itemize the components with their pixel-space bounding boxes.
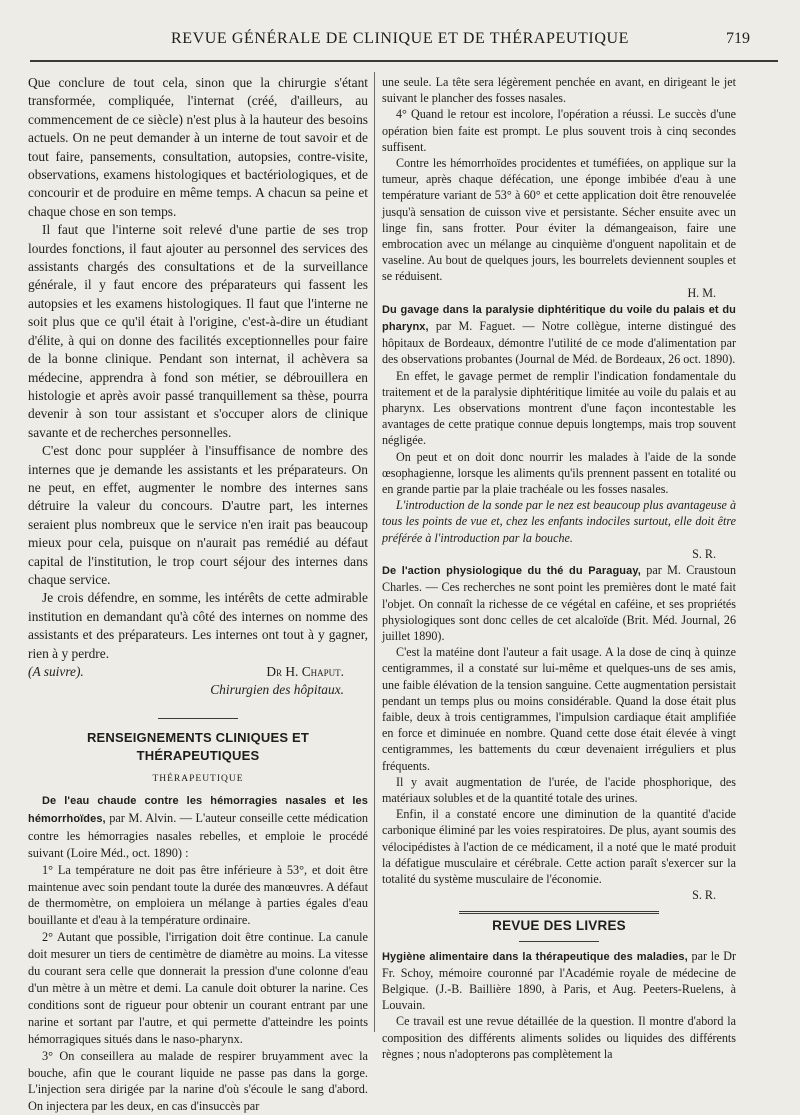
- journal-title: REVUE GÉNÉRALE DE CLINIQUE ET DE THÉRAPEUTIQUE: [170, 30, 630, 47]
- article-paragraph: [28, 792, 368, 862]
- paragraph: Enfin, il a constaté encore une diminution de la quantité d'acide carbonique éliminé par les voies respiratoires. De plus, ayant soumis des vélocipédistes à l'action de ce médicament, il a noté que le maté produit la défatigue musculaire et cérébrale. Cette action paraît s'exercer sur la totalité du système musculaire de l'économie.: [382, 807, 736, 886]
- article-title: De l'action physiologique du thé du Paraguay,: [382, 565, 641, 578]
- list-item: 3° On conseillera au malade de respirer bruyamment avec la bouche, afin que le courant liquide ne passe pas dans la gorge. L'injection sera dirigée par la narine d'où s'écoule le sang d'abord. On injectera par les deux, en cas d'insuccès par: [28, 1048, 368, 1114]
- author-role: Chirurgien des hôpitaux.: [210, 682, 344, 698]
- signature: S. R.: [692, 888, 716, 903]
- paragraph: Ce travail est une revue détaillée de la question. Il montre d'abord la composition des différents aliments solides ou liquides des différents règnes ; nous n'adopterons pas complètement la: [382, 1014, 736, 1061]
- article-title: De l'eau chaude contre les hémorragies nasales et les hémorrhoïdes,: [28, 795, 368, 825]
- paragraph: On peut et on doit donc nourrir les malades à l'aide de la sonde œsophagienne, lorsque les aliments qu'ils prennent passent en totalité ou en grande partie par la plaie trachéale ou les fosses nasales.: [382, 449, 736, 497]
- running-header: [22, 28, 778, 56]
- column-divider: [374, 72, 375, 1032]
- paragraph: Que conclure de tout cela, sinon que la chirurgie s'étant transformée, compliquée, l'internat (créé, d'ailleurs, au commencement de ce siècle) n'est plus à la hauteur des besoins actuels. On ne peut demander à un interne de tout savoir et de tout faire, pansements, consultation, autopsies, contre-visite, observations, examens histologiques et bactériologiques, et de concourir et de produire en même temps. A chacun sa peine et chaque chose en son temps.: [28, 75, 368, 219]
- paragraph: C'est la matéine dont l'auteur a fait usage. A la dose de cinq à quinze centigrammes, il a constaté sur lui-même et quelques-uns de ses amis, une faible élévation de la tension sanguine. Cette augmentation persistait pendant un temps plus ou moins considérable. Quand la dose était plus faible, deux à trois centigrammes, l'impulsion cardiaque était amplifiée en force et diminuée en nombre. Quand cette dose était élevée à vingt centigrammes, les battements du cœur devenaient irréguliers et plus fréquents.: [382, 645, 736, 773]
- article-intro: par le Dr Fr. Schoy, mémoire couronné par l'Académie royale de médecine de Belgique. (J.-B. Baillière 1890, à Paris, et Aug. Peeters-Ruelens, à Louvain.: [382, 948, 736, 1013]
- article-intro: par M. Craustoun Charles. — Ces recherches ne sont point les premières dont le maté fait l'objet. On connaît la richesse de ce végétal en caféine, et ses propriétés physiologiques sont donc celles de cet alcaloïde (Brit. Méd. Journal, 26 juillet 1890).: [382, 563, 736, 643]
- author-name: Dr H. Chaput.: [266, 664, 344, 679]
- paragraph: En effet, le gavage permet de remplir l'indication fondamentale du traitement et de la paralysie diphtéritique limitée au voile du palais et au pharynx. Les observations montrent d'une façon incontestable les avantages de cette pratique connue depuis longtemps, mais trop souvent négligée.: [382, 368, 736, 448]
- article-hemorrhages: [28, 792, 368, 1115]
- divider: [158, 718, 238, 719]
- article-paragraph: [382, 948, 736, 1014]
- section-title: REVUE DES LIVRES: [459, 911, 659, 934]
- list-item: 2° Autant que possible, l'irrigation doit être continue. La canule doit mesurer un tiers de centimètre de diamètre au moins. La vitesse du courant sera celle que donnerait la pression d'une colonne d'eau d'un mètre à un mètre et demi. La canule doit obturer la narine. Ces conditions sont de rigueur pour obtenir un courant entrant par une narine et sortant par l'autre, et qui permette d'atteindre les points hémorragiques situés dans le naso-pharynx.: [28, 930, 368, 1046]
- article-title: Du gavage dans la paralysie diphtéritique du voile du palais et du pharynx,: [382, 303, 736, 334]
- right-column: [382, 74, 736, 1062]
- article-intro: par M. Alvin. — L'auteur conseille cette médication contre les hémorragies nasales rebelles, et emploie le procédé suivant (Loire Méd., oct. 1890) :: [28, 810, 368, 860]
- section-subtitle: THÉRAPEUTIQUE: [152, 773, 244, 784]
- section-title: RENSEIGNEMENTS CLINIQUES ET THÉRAPEUTIQUES: [86, 729, 310, 764]
- paragraph: 4° Quand le retour est incolore, l'opération a réussi. Le succès d'une opération bien faite est prompt. Le plus souvent trois à cinq secondes suffisent.: [382, 107, 736, 154]
- paragraph: une seule. La tête sera légèrement penchée en avant, en dirigeant le jet suivant le plancher des fosses nasales.: [382, 75, 736, 106]
- signature: S. R.: [692, 546, 716, 561]
- divider: [519, 941, 599, 942]
- to-follow-note: (A suivre).: [28, 664, 84, 679]
- article-paragraph: [382, 562, 736, 644]
- paragraph: Il y avait augmentation de l'urée, de l'acide phosphorique, des matériaux solubles et de la quantité totale des urines.: [382, 774, 736, 805]
- page-number: 719: [726, 30, 750, 47]
- list-item: 1° La température ne doit pas être inférieure à 53°, et doit être maintenue avec soin pendant toute la durée des manœuvres. A défaut de thermomètre, on emploiera un mélange à parties égales d'eau bouillante et d'eau à la température ordinaire.: [28, 862, 368, 928]
- article-intro: par M. Faguet. — Notre collègue, interne distingué des hôpitaux de Bordeaux, démontre l'utilité de ce mode d'alimentation par des observations probantes (Journal de Méd. de Bordeaux, 26 oct. 1890).: [382, 319, 736, 367]
- article-paragraph: [382, 301, 736, 368]
- signature-row: [28, 663, 368, 681]
- left-column: [28, 74, 368, 1115]
- article-title: Hygiène alimentaire dans la thérapeutique des maladies,: [382, 950, 688, 963]
- italic-text: L'introduction de la sonde par le nez est beaucoup plus avantageuse à tous les points de vue et, chez les enfants indociles surtout, elle doit être préférée à l'introduction par la bouche.: [382, 498, 736, 545]
- signature: H. M.: [687, 285, 716, 300]
- paragraph: [382, 497, 736, 546]
- header-rule: [30, 60, 778, 62]
- paragraph: Il faut que l'interne soit relevé d'une partie de ses trop lourdes fonctions, il faut ajouter au personnel des services des assistants chargés des consultations et de la surveillance générale, il y faut encore des préparateurs qui fassent les autopsies et les examens histologiques. Il faut que l'interne ne soit plus que ce qu'il était à l'origine, c'est-à-dire un étudiant d'élite, à qui on donne des facilités exceptionnelles pour faire de la bonne clinique. Pendant son internat, il achèvera sa médecine, apprendra à fond son métier, se débrouillera en histologie et après avoir passé tranquillement sa thèse, pourra devenir à son tour assistant et s'occuper alors de clinique savante et de recherches personnelles.: [28, 222, 368, 440]
- paragraph: Je crois défendre, en somme, les intérêts de cette admirable institution en demandant qu'à côté des internes on nomme des assistants et des préparateurs. Les internes ont tout à y gagner, rien à y perdre.: [28, 590, 368, 661]
- paragraph: C'est donc pour suppléer à l'insuffisance de nombre des internes que je demande les assistants et les préparateurs. On ne peut, en effet, augmenter le nombre des internes sans détruire la valeur du concours. D'autre part, les internes seraient plus nombreux que le service n'en irait pas beaucoup mieux pour cela, puisque on n'aurait pas remédié au défaut capital de l'institution, le trop court séjour des internes dans chaque service.: [28, 443, 368, 587]
- paragraph: Contre les hémorrhoïdes procidentes et tuméfiées, on applique sur la tumeur, après chaque défécation, une éponge imbibée d'eau à une température variant de 53° à 60° et cette application doit être renouvelée jusqu'à sensation de cuisson vive et persistante. Sécher ensuite avec un linge fin, sans frotter. Pour éviter la démangeaison, faire une embrocation avec un mélange au cinquième d'onguent napolitain et de vaseline. Au bout de quelques jours, les bourrelets deviennent souples et se réduisent.: [382, 156, 736, 284]
